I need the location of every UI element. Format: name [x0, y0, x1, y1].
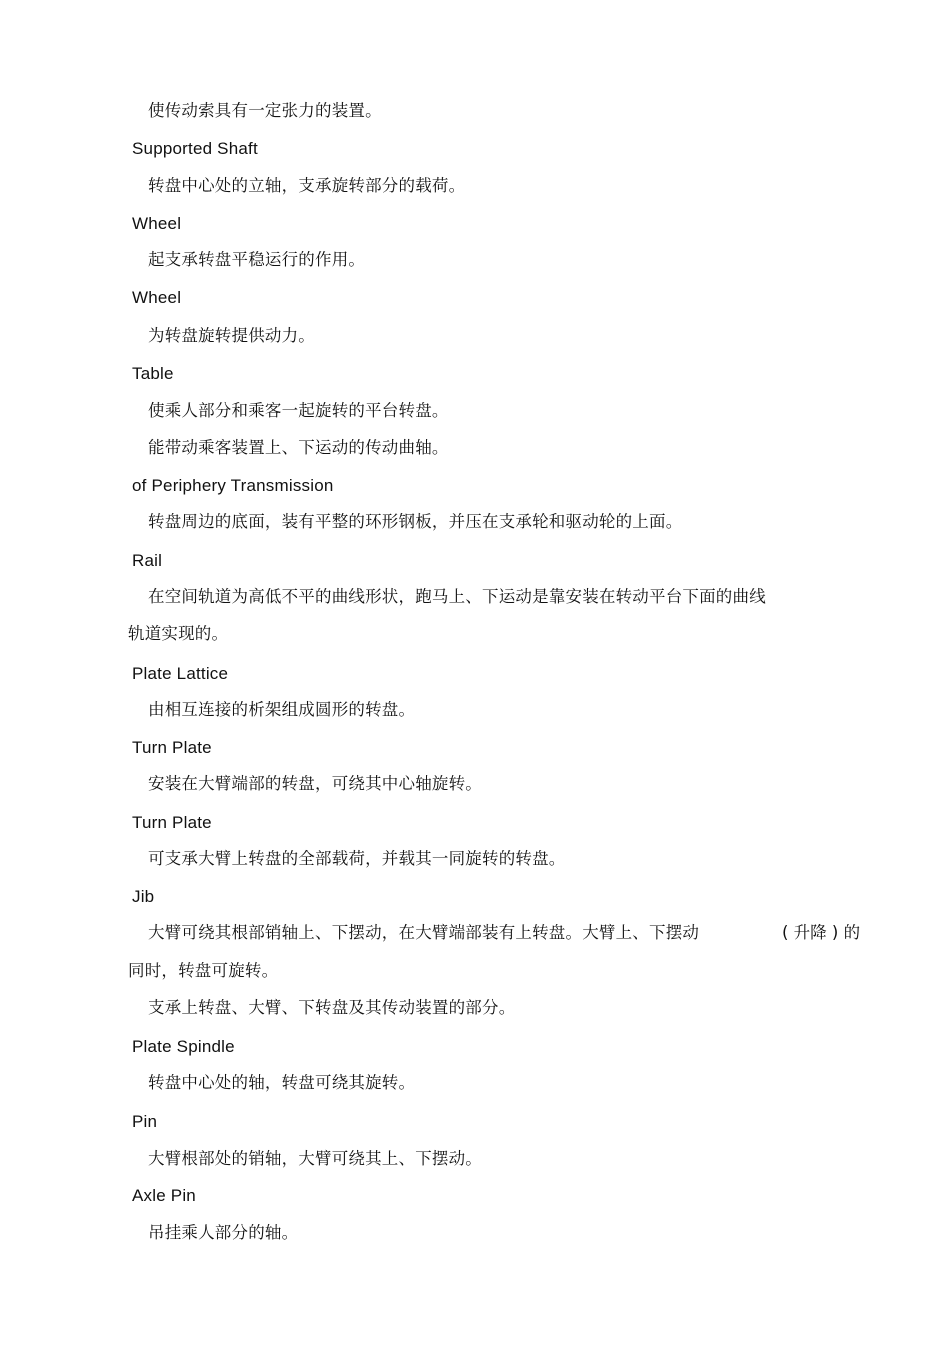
- desc-line: 大臂可绕其根部销轴上、下摆动，在大臂端部装有上转盘。大臂上、下摆动: [148, 923, 700, 942]
- term-line: Turn Plate: [132, 738, 212, 757]
- term-line: Table: [132, 364, 174, 383]
- term-line: Turn Plate: [132, 813, 212, 832]
- desc-line: 使乘人部分和乘客一起旋转的平台转盘。: [148, 401, 449, 420]
- desc-line: 起支承转盘平稳运行的作用。: [148, 250, 366, 269]
- term-line: Axle Pin: [132, 1186, 196, 1205]
- desc-line: 转盘周边的底面，装有平整的环形钢板，并压在支承轮和驱动轮的上面。: [148, 512, 683, 531]
- desc-line: 能带动乘客装置上、下运动的传动曲轴。: [148, 438, 449, 457]
- desc-line: 在空间轨道为高低不平的曲线形状，跑马上、下运动是靠安装在转动平台下面的曲线: [148, 587, 766, 606]
- desc-continuation-line: 轨道实现的。: [128, 624, 229, 643]
- desc-line-tail: ( 升降 ) 的: [782, 923, 861, 942]
- term-line: Wheel: [132, 288, 182, 307]
- desc-line: 转盘中心处的立轴，支承旋转部分的载荷。: [148, 176, 466, 195]
- desc-line: 为转盘旋转提供动力。: [148, 326, 315, 345]
- desc-line: 可支承大臂上转盘的全部载荷，并载其一同旋转的转盘。: [148, 849, 566, 868]
- desc-continuation-line: 同时，转盘可旋转。: [128, 961, 279, 980]
- term-line: Wheel: [132, 214, 182, 233]
- term-line: Plate Spindle: [132, 1037, 235, 1056]
- term-line: Supported Shaft: [132, 139, 258, 158]
- term-line: Pin: [132, 1112, 158, 1131]
- desc-line: 由相互连接的析架组成圆形的转盘。: [148, 700, 416, 719]
- term-line: Plate Lattice: [132, 664, 229, 683]
- term-line: Jib: [132, 887, 155, 906]
- desc-line: 安装在大臂端部的转盘，可绕其中心轴旋转。: [148, 774, 482, 793]
- desc-line: 使传动索具有一定张力的装置。: [148, 101, 382, 120]
- desc-line: 吊挂乘人部分的轴。: [148, 1223, 299, 1242]
- desc-line: 支承上转盘、大臂、下转盘及其传动装置的部分。: [148, 998, 516, 1017]
- desc-line: 转盘中心处的轴，转盘可绕其旋转。: [148, 1073, 416, 1092]
- term-line: of Periphery Transmission: [132, 476, 334, 495]
- term-line: Rail: [132, 551, 163, 570]
- desc-line: 大臂根部处的销轴，大臂可绕其上、下摆动。: [148, 1149, 482, 1168]
